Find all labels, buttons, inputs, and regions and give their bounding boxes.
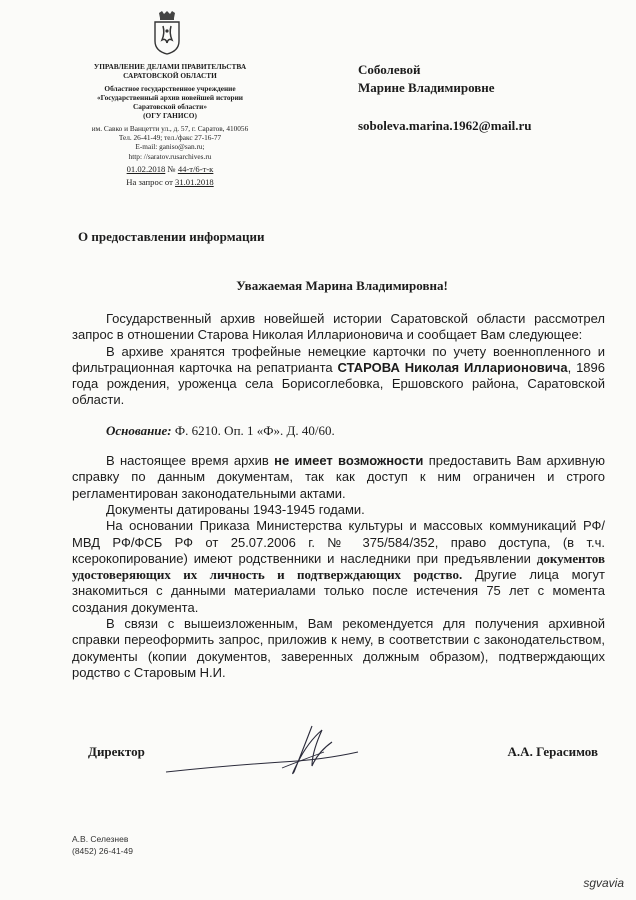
addressee-block (358, 61, 532, 135)
org-parent-line2: САРАТОВСКОЙ ОБЛАСТИ (123, 71, 217, 81)
request-line (62, 177, 278, 188)
paragraph-5-text-a: На основании Приказа Министерства культуры и массовых коммуникаций РФ/МВД РФ/ФСБ РФ от 25.07.2006 г. № 375/584/352, право доступа, (в т.ч. ксерокопирование) имеют родственники и наследники при предъявлении (72, 518, 605, 566)
executor-phone: (8452) 26-41-49 (72, 846, 133, 856)
registration-number-sign: № (167, 163, 176, 174)
basis-line (72, 423, 605, 439)
org-name-line2: «Государственный архив новейшей истории (96, 92, 243, 102)
signatory-title: Директор (88, 744, 145, 759)
paragraph-2-text-b: , 1896 года рождения, уроженца села Борисоглебовка, Ершовского района, Саратовской области. (72, 359, 605, 408)
request-label: На запрос от (126, 176, 173, 187)
signatory-name: А.А. Герасимов (507, 744, 598, 759)
paragraph-5 (72, 518, 605, 616)
org-website: http: //saratov.rusarchives.ru (128, 151, 212, 161)
signature-row (88, 744, 598, 774)
paragraph-3-bold: не имеет возможности (274, 453, 424, 469)
paragraph-5-bold: документов удостоверяющих их личность и подтверждающих родство. (72, 550, 605, 583)
addressee-name: Марине Владимировне (358, 80, 495, 95)
org-name-line1: Областное государственное учреждение (104, 83, 236, 93)
org-name-line3: Саратовской области» (133, 102, 207, 112)
paragraph-2 (72, 344, 605, 409)
executor-block (72, 833, 133, 857)
paragraph-5-text-b: Другие лица могут знакомиться с данными материалами только после истечения 75 лет с момента создания документа. (72, 567, 606, 615)
paragraph-6: В связи с вышеизложенным, Вам рекомендуется для получения архивной справки переоформить запрос, приложив к нему, в соответствии с законодательством, документы (копии документов, заверенных должным образом), подтверждающих родство с Старовым Н.И. (72, 616, 605, 680)
request-date: 31.01.2018 (175, 176, 214, 187)
org-email: E-mail: ganiso@san.ru; (135, 142, 205, 152)
paragraph-3-text-b: предоставить Вам архивную справку по данным документам, так как доступ к ним ограничен и строго регламентирован законодательными актами. (72, 453, 605, 501)
basis-label: Основание: (106, 422, 172, 438)
org-phone: Тел. 26-41-49; тел./факс 27-16-77 (118, 133, 222, 143)
letter-body (72, 311, 605, 681)
executor-name: А.В. Селезнев (72, 834, 129, 844)
paragraph-1: Государственный архив новейшей истории Саратовской области рассмотрел запрос в отношении Старова Николая Илларионовича и сообщает Вам следующее: (72, 311, 605, 343)
registration-line (62, 164, 278, 175)
letterhead (62, 62, 278, 188)
org-address: им. Савко и Ванцетти ул., д. 57, г. Саратов, 410056 (91, 123, 249, 133)
org-parent-line1: УПРАВЛЕНИЕ ДЕЛАМИ ПРАВИТЕЛЬСТВА (93, 62, 247, 71)
paragraph-3 (72, 453, 605, 502)
paragraph-2-person-name: СТАРОВА Николая Илларионовича (337, 359, 568, 375)
org-abbreviation: (ОГУ ГАНИСО) (143, 111, 197, 121)
basis-text: Ф. 6210. Оп. 1 «Ф». Д. 40/60. (171, 422, 335, 438)
registration-number: 44-т/6-т-к (177, 163, 214, 174)
paragraph-3-text-a: В настоящее время архив (106, 453, 275, 469)
watermark: sgvavia (583, 876, 624, 890)
letter-subject: О предоставлении информации (78, 229, 265, 244)
addressee-surname: Соболевой (358, 62, 421, 77)
registration-date: 01.02.2018 (126, 163, 166, 174)
paragraph-2-text-a: В архиве хранятся трофейные немецкие карточки по учету военнопленного и фильтрационная карточка на репатрианта (72, 343, 605, 375)
saratov-coat-of-arms-icon (153, 11, 181, 55)
paragraph-4: Документы датированы 1943-1945 годами. (106, 501, 365, 517)
greeting: Уважаемая Марина Владимировна! (236, 278, 448, 293)
addressee-email: soboleva.marina.1962@mail.ru (358, 118, 532, 133)
